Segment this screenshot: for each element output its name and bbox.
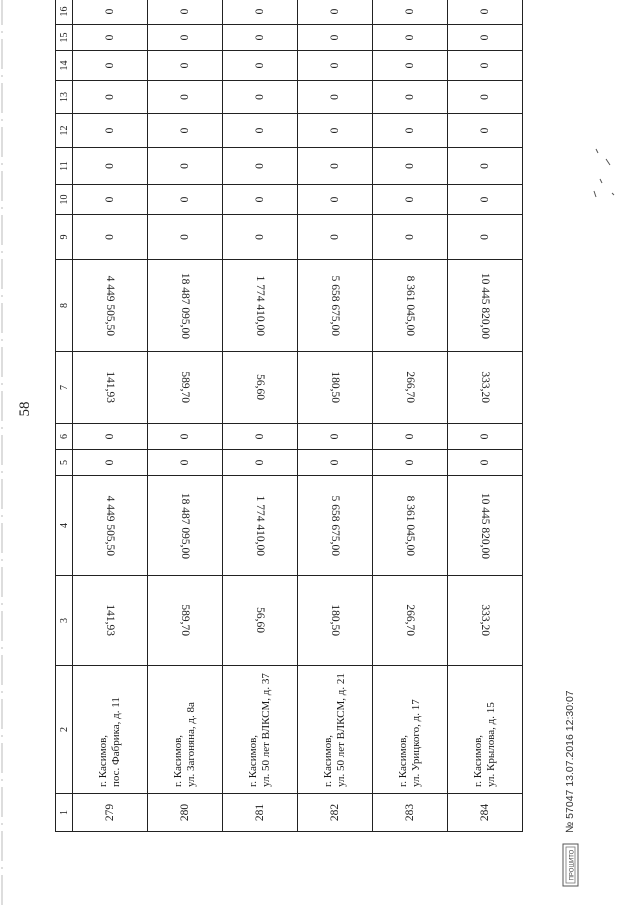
cell-area <box>73 576 148 666</box>
cell-address: г. Касимов, ул. Урицкого, д. 17 <box>373 666 448 794</box>
cell-cost2 <box>148 260 223 352</box>
cell-address: г. Касимов, ул. 50 лет ВЛКСМ, д. 21 <box>298 666 373 794</box>
cell-value: 180,50 <box>329 371 341 404</box>
cell-value: 266,70 <box>404 371 416 404</box>
cell-c10: 0 <box>448 185 523 215</box>
cell-value: 4 449 505,50 <box>104 275 116 336</box>
cell-c5: 0 <box>223 450 298 476</box>
table-row <box>298 0 373 832</box>
cell-cost <box>373 476 448 576</box>
cell-address: г. Касимов, ул. 50 лет ВЛКСМ, д. 37 <box>223 666 298 794</box>
cell-c13: 0 <box>73 81 148 114</box>
cell-c9: 0 <box>73 215 148 260</box>
header-cell-7: 7 <box>56 352 73 424</box>
cell-area2 <box>298 352 373 424</box>
cell-num: 284 <box>448 794 523 832</box>
cell-value: 141,93 <box>104 604 116 637</box>
cell-cost <box>73 476 148 576</box>
cell-value: 180,50 <box>329 604 341 637</box>
cell-area2 <box>373 352 448 424</box>
cell-c10: 0 <box>73 185 148 215</box>
cell-c15: 0 <box>448 25 523 51</box>
cell-c9: 0 <box>148 215 223 260</box>
cell-c11: 0 <box>448 148 523 185</box>
header-cell-16: 16 <box>56 0 73 25</box>
cell-c16: 0 <box>448 0 523 25</box>
table-row <box>223 0 298 832</box>
cell-c14: 0 <box>73 51 148 81</box>
cell-value: 18 487 095,00 <box>179 272 191 339</box>
cell-c16: 0 <box>373 0 448 25</box>
cell-num: 281 <box>223 794 298 832</box>
header-cell-4: 4 <box>56 476 73 576</box>
cell-cost <box>223 476 298 576</box>
cell-c14: 0 <box>223 51 298 81</box>
cell-num: 279 <box>73 794 148 832</box>
header-cell-8: 8 <box>56 260 73 352</box>
cell-c16: 0 <box>73 0 148 25</box>
cell-c10: 0 <box>223 185 298 215</box>
cell-address: г. Касимов, ул. Крылова, д. 15 <box>448 666 523 794</box>
cell-c14: 0 <box>148 51 223 81</box>
cell-c10: 0 <box>298 185 373 215</box>
cell-area2 <box>448 352 523 424</box>
registration-stamp <box>560 690 580 887</box>
cell-c11: 0 <box>73 148 148 185</box>
cell-c6: 0 <box>223 424 298 450</box>
cell-c10: 0 <box>373 185 448 215</box>
cell-c9: 0 <box>298 215 373 260</box>
cell-num: 280 <box>148 794 223 832</box>
header-cell-15: 15 <box>56 25 73 51</box>
header-row <box>56 0 73 832</box>
cell-cost2 <box>298 260 373 352</box>
cell-c5: 0 <box>448 450 523 476</box>
cell-value: 589,70 <box>179 604 191 637</box>
cell-value: 10 445 820,00 <box>479 272 491 339</box>
cell-value: 18 487 095,00 <box>179 492 191 559</box>
cell-c15: 0 <box>298 25 373 51</box>
header-cell-11: 11 <box>56 148 73 185</box>
cell-c15: 0 <box>223 25 298 51</box>
cell-c5: 0 <box>373 450 448 476</box>
cell-address: г. Касимов, пос. Фабрика, д. 11 <box>73 666 148 794</box>
cell-value: 141,93 <box>104 371 116 404</box>
cell-cost <box>148 476 223 576</box>
cell-address: г. Касимов, ул. Загоняна, д. 8а <box>148 666 223 794</box>
cell-c15: 0 <box>73 25 148 51</box>
cell-c5: 0 <box>73 450 148 476</box>
cell-c15: 0 <box>373 25 448 51</box>
cell-value: 333,20 <box>479 371 491 404</box>
cell-value: 56,60 <box>254 374 266 401</box>
scan-speckles <box>590 135 630 205</box>
header-cell-3: 3 <box>56 576 73 666</box>
data-table <box>55 0 523 832</box>
cell-c13: 0 <box>373 81 448 114</box>
cell-c12: 0 <box>73 114 148 148</box>
header-cell-5: 5 <box>56 450 73 476</box>
cell-cost <box>298 476 373 576</box>
cell-value: 4 449 505,50 <box>104 495 116 556</box>
cell-value: 1 774 410,00 <box>254 275 266 336</box>
cell-cost <box>448 476 523 576</box>
cell-c14: 0 <box>373 51 448 81</box>
cell-value: 56,60 <box>254 607 266 634</box>
cell-value: 589,70 <box>179 371 191 404</box>
header-cell-10: 10 <box>56 185 73 215</box>
cell-c6: 0 <box>298 424 373 450</box>
cell-area <box>373 576 448 666</box>
cell-c11: 0 <box>148 148 223 185</box>
cell-c14: 0 <box>298 51 373 81</box>
cell-c13: 0 <box>448 81 523 114</box>
cell-value: 266,70 <box>404 604 416 637</box>
cell-c10: 0 <box>148 185 223 215</box>
cell-num: 283 <box>373 794 448 832</box>
cell-c9: 0 <box>448 215 523 260</box>
cell-c13: 0 <box>148 81 223 114</box>
cell-c11: 0 <box>223 148 298 185</box>
table-row <box>148 0 223 832</box>
header-cell-12: 12 <box>56 114 73 148</box>
cell-c11: 0 <box>373 148 448 185</box>
header-cell-6: 6 <box>56 424 73 450</box>
cell-c15: 0 <box>148 25 223 51</box>
header-cell-2: 2 <box>56 666 73 794</box>
cell-c13: 0 <box>298 81 373 114</box>
cell-value: 8 361 045,00 <box>404 495 416 556</box>
cell-c14: 0 <box>448 51 523 81</box>
cell-area <box>148 576 223 666</box>
cell-num: 282 <box>298 794 373 832</box>
cell-area2 <box>73 352 148 424</box>
cell-c6: 0 <box>73 424 148 450</box>
table-row <box>448 0 523 832</box>
cell-cost2 <box>73 260 148 352</box>
cell-cost2 <box>223 260 298 352</box>
cell-c16: 0 <box>223 0 298 25</box>
cell-c12: 0 <box>448 114 523 148</box>
page-number: 58 <box>17 401 33 417</box>
header-cell-9: 9 <box>56 215 73 260</box>
cell-area2 <box>148 352 223 424</box>
scan-edge-marks <box>0 0 6 905</box>
svg-text:ПРОШИТО: ПРОШИТО <box>569 849 576 881</box>
cell-c16: 0 <box>148 0 223 25</box>
cell-c9: 0 <box>373 215 448 260</box>
cell-c11: 0 <box>298 148 373 185</box>
table-row <box>373 0 448 832</box>
cell-c16: 0 <box>298 0 373 25</box>
cell-c13: 0 <box>223 81 298 114</box>
seal-icon <box>560 843 580 887</box>
cell-c12: 0 <box>223 114 298 148</box>
cell-cost2 <box>448 260 523 352</box>
cell-area <box>223 576 298 666</box>
cell-value: 10 445 820,00 <box>479 492 491 559</box>
cell-c6: 0 <box>448 424 523 450</box>
cell-area <box>448 576 523 666</box>
cell-cost2 <box>373 260 448 352</box>
table-row <box>73 0 148 832</box>
cell-c6: 0 <box>373 424 448 450</box>
stamp-text: № 57047 13.07.2016 12:30:07 <box>564 690 576 833</box>
cell-c9: 0 <box>223 215 298 260</box>
cell-c5: 0 <box>148 450 223 476</box>
cell-value: 8 361 045,00 <box>404 275 416 336</box>
cell-value: 1 774 410,00 <box>254 495 266 556</box>
cell-value: 333,20 <box>479 604 491 637</box>
cell-value: 5 658 675,00 <box>329 275 341 336</box>
cell-c12: 0 <box>148 114 223 148</box>
header-cell-1: 1 <box>56 794 73 832</box>
header-cell-14: 14 <box>56 51 73 81</box>
header-cell-13: 13 <box>56 81 73 114</box>
cell-c12: 0 <box>298 114 373 148</box>
cell-c6: 0 <box>148 424 223 450</box>
cell-c12: 0 <box>373 114 448 148</box>
cell-area2 <box>223 352 298 424</box>
cell-c5: 0 <box>298 450 373 476</box>
cell-value: 5 658 675,00 <box>329 495 341 556</box>
cell-area <box>298 576 373 666</box>
